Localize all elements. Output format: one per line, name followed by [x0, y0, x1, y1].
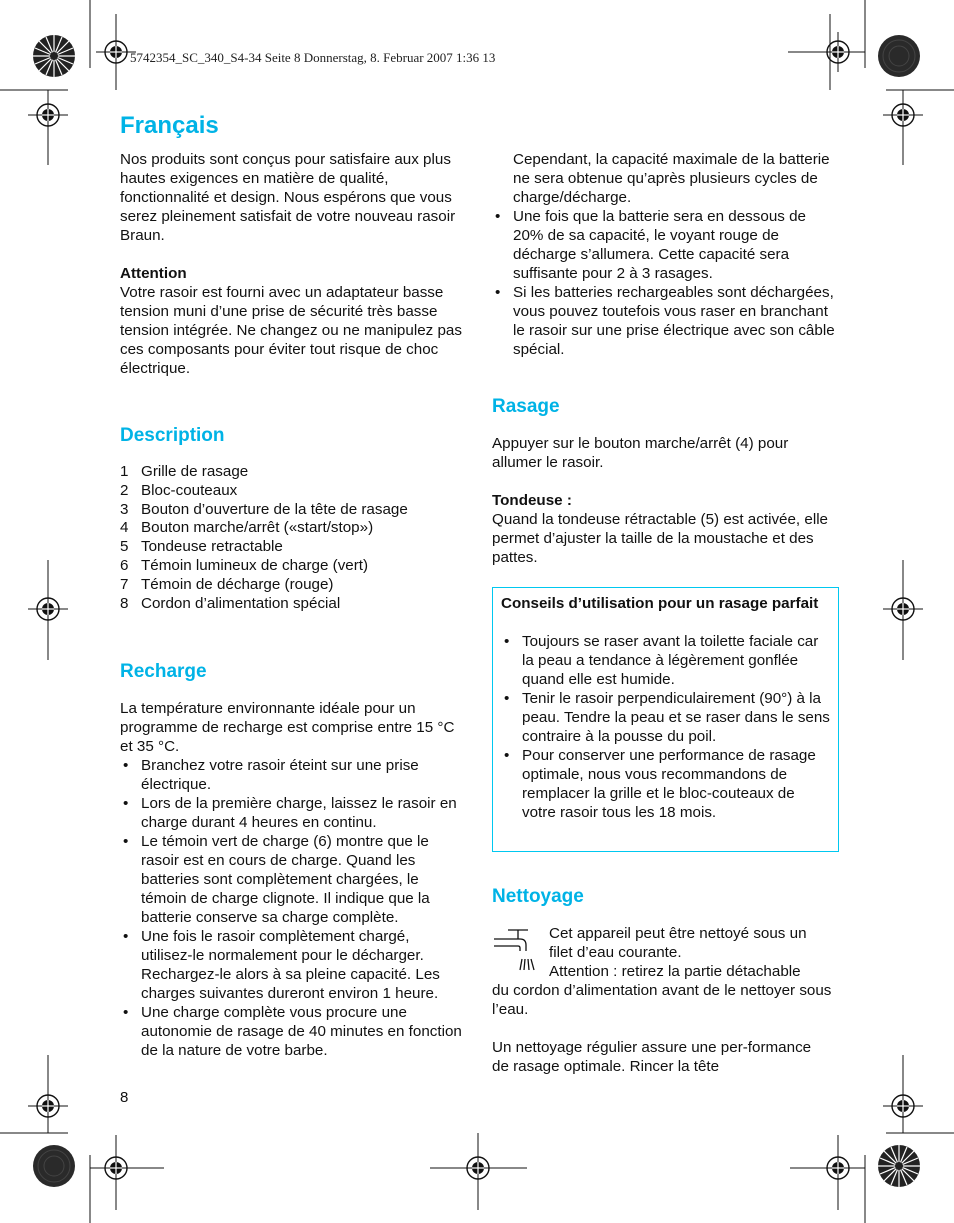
continuation-paragraph: Cependant, la capacité maximale de la batterie ne sera obtenue qu’après plusieurs cycles de charge/décharge.: [513, 151, 830, 206]
list-item: • Tenir le rasoir perpendiculairement (90°) à la peau. Tendre la peau et se raser dans le sens contraire à la pousse du poil.: [501, 689, 831, 746]
nettoyage-paragraph-2: Un nettoyage régulier assure une per-formance de rasage optimale. Rincer la tête: [492, 1039, 812, 1075]
nettoyage-rest: du cordon d’alimentation avant de le nettoyer sous l’eau.: [492, 982, 832, 1018]
faucet-icon: [492, 926, 544, 974]
tondeuse-heading: Tondeuse :: [492, 492, 572, 509]
nettoyage-heading: Nettoyage: [492, 886, 584, 907]
description-heading: Description: [120, 425, 225, 446]
attention-paragraph: Votre rasoir est fourni avec un adaptateur basse tension muni d’une prise de sécurité très basse tension intégrée. Ne changez ou ne manipulez pas ces composants pour éviter tout risque de choc électrique.: [120, 284, 462, 377]
list-item: 3 Bouton d’ouverture de la tête de rasage: [120, 500, 408, 518]
list-item: 2 Bloc-couteaux: [120, 481, 238, 499]
list-item: • Si les batteries rechargeables sont déchargées, vous pouvez toutefois vous raser en branchant le rasoir sur une prise électrique avec son câble spécial.: [492, 283, 838, 359]
list-item: 6 Témoin lumineux de charge (vert): [120, 556, 369, 574]
attention-heading: Attention: [120, 265, 187, 282]
list-item: 1 Grille de rasage: [120, 463, 249, 480]
list-item: • Branchez votre rasoir éteint sur une prise électrique.: [120, 756, 462, 794]
page-number: 8: [120, 1089, 129, 1106]
nettoyage-line-3: Attention : retirez la partie détachable: [549, 963, 801, 980]
intro-paragraph: Nos produits sont conçus pour satisfaire aux plus hautes exigences en matière de qualité, fonctionnalité et design. Nous espérons que vous serez pleinement satisfait de votre nouveau rasoir Braun.: [120, 151, 456, 244]
nettoyage-line-2: filet d’eau courante.: [549, 944, 682, 961]
page-title: Français: [120, 112, 219, 139]
tips-list: [501, 632, 831, 822]
list-item: 7 Témoin de décharge (rouge): [120, 575, 334, 593]
tondeuse-paragraph: Quand la tondeuse rétractable (5) est activée, elle permet d’ajuster la taille de la moustache et des pattes.: [492, 511, 829, 566]
tips-heading: Conseils d’utilisation pour un rasage parfait: [501, 595, 819, 612]
battery-list: [492, 207, 838, 359]
list-item: • Pour conserver une performance de rasage optimale, nous vous recommandons de remplacer la grille et le bloc-couteaux de votre rasoir tous les 18 mois.: [501, 746, 831, 822]
recharge-intro: La température environnante idéale pour un programme de recharge est comprise entre 15 °C et 35 °C.: [120, 700, 455, 755]
rasage-heading: Rasage: [492, 396, 560, 417]
print-slug-line: 5742354_SC_340_S4-34 Seite 8 Donnerstag, 8. Februar 2007 1:36 13: [130, 50, 496, 65]
list-item: 4 Bouton marche/arrêt («start/stop»): [120, 519, 374, 537]
list-item: • Une charge complète vous procure une autonomie de rasage de 40 minutes en fonction de la nature de votre barbe.: [120, 1003, 462, 1060]
tips-box: [492, 587, 839, 852]
list-item: • Toujours se raser avant la toilette faciale car la peau a tendance à légèrement gonflée quand elle est humide.: [501, 632, 831, 689]
list-item: • Une fois que la batterie sera en dessous de 20% de sa capacité, le voyant rouge de décharge s’allumera. Cette capacité sera suffisante pour 2 à 3 rasages.: [492, 207, 838, 283]
recharge-heading: Recharge: [120, 661, 207, 682]
list-item: 5 Tondeuse retractable: [120, 538, 283, 556]
description-list: [120, 463, 465, 613]
nettoyage-line-1: Cet appareil peut être nettoyé sous un: [549, 925, 807, 942]
list-item: • Lors de la première charge, laissez le rasoir en charge durant 4 heures en continu.: [120, 794, 462, 832]
list-item: 8 Cordon d’alimentation spécial: [120, 594, 341, 612]
rasage-paragraph: Appuyer sur le bouton marche/arrêt (4) pour allumer le rasoir.: [492, 435, 789, 471]
list-item: • Le témoin vert de charge (6) montre que le rasoir est en cours de charge. Quand les batteries sont complètement chargées, le témoin de charge clignote. Il indique que la batterie conserve sa charge complète.: [120, 832, 462, 927]
recharge-list: [120, 756, 462, 1060]
list-item: • Une fois le rasoir complètement chargé, utilisez-le normalement pour le décharger. Rechargez-le alors à sa pleine capacité. Les charges suivantes dureront environ 1 heure.: [120, 927, 462, 1003]
